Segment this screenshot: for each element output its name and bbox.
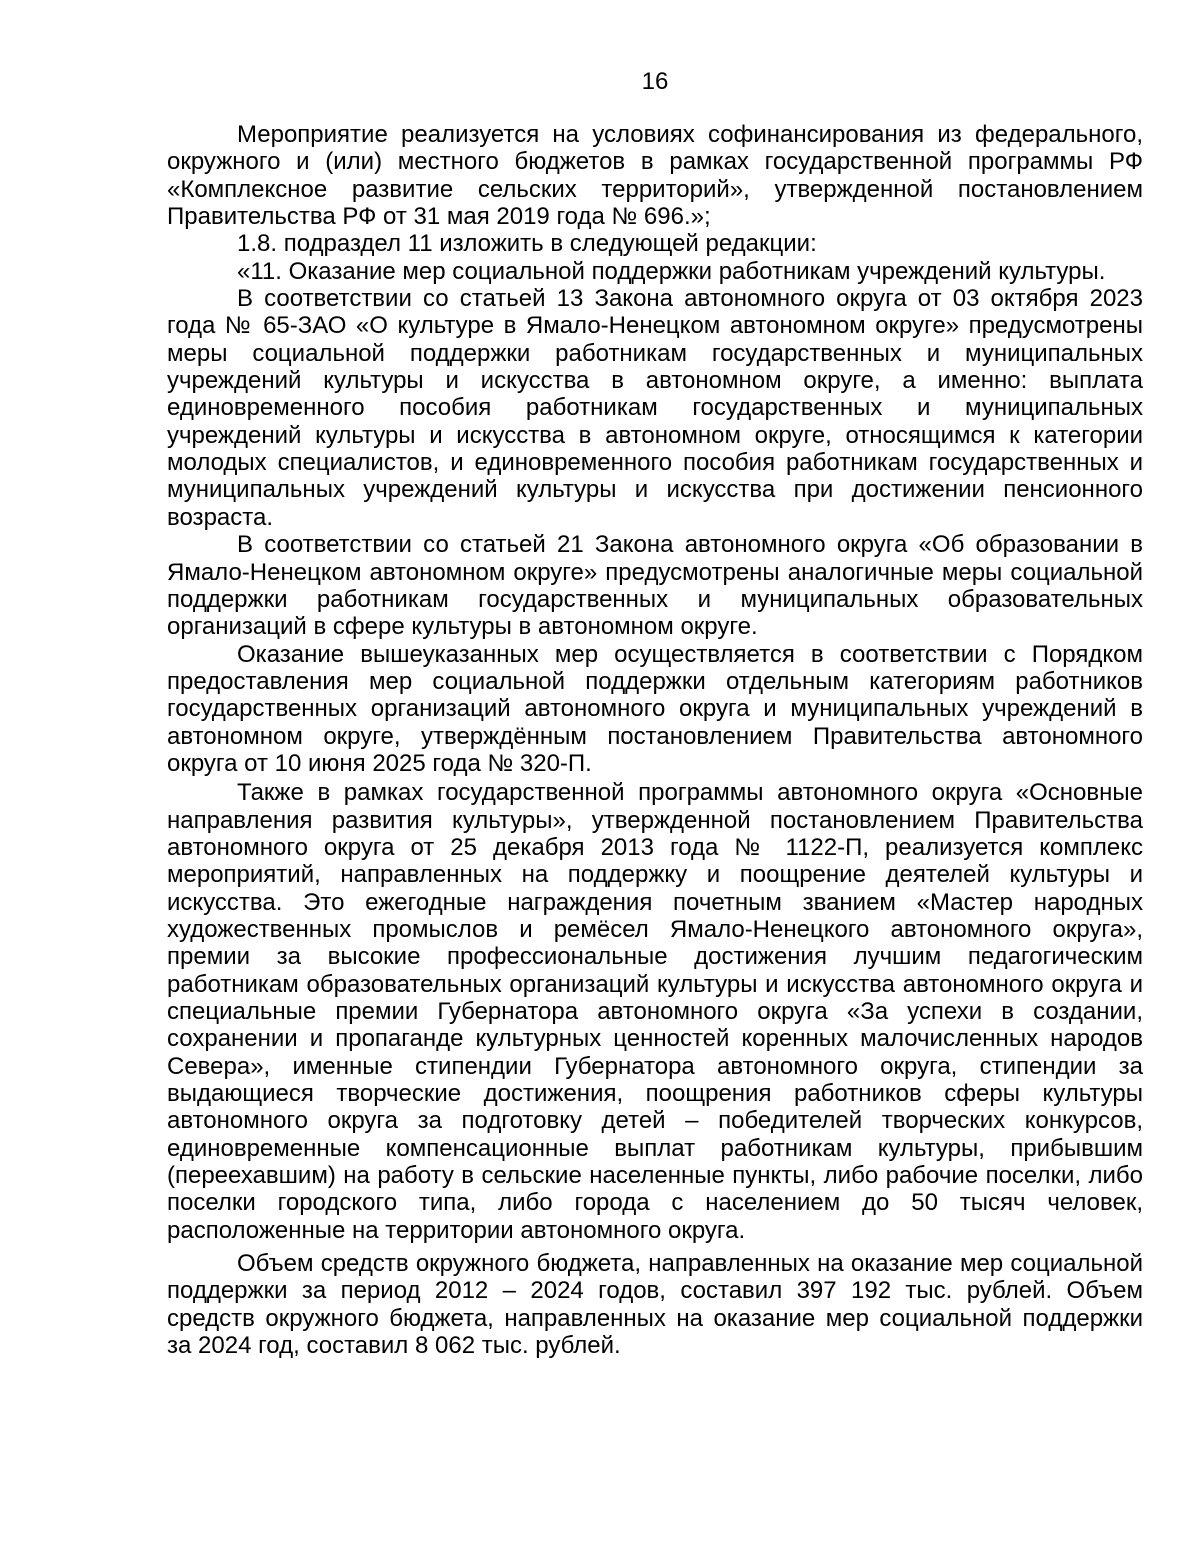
paragraph-subsection-11-heading: «11. Оказание мер социальной поддержки работникам учреждений культуры.: [237, 257, 1106, 285]
paragraph-state-program: Также в рамках государственной программы автономного округа «Основные направления развития культуры», утвержденной постановлением Правительства автономного округа от 25 декабря 2013 года № 1122-П, реализуется комплекс мероприятий, направленных на поддержку и поощрение деятелей культуры и искусства. Это ежегодные награждения почетным званием «Мастер народных художественных промыслов и ремёсел Ямало-Ненецкого автономного округа», премии за высокие профессиональные достижения лучшим педагогическим работникам образовательных организаций культуры и искусства автономного округа и специальные премии Губернатора автономного округа «За успехи в создании, сохранении и пропаганде культурных ценностей коренных малочисленных народов Севера», именные стипендии Губернатора автономного округа, стипендии за выдающиеся творческие достижения, поощрения работников сферы культуры автономного округа за подготовку детей – победителей творческих конкурсов, единовременные компенсационные выплат работникам культуры, прибывшим (переехавшим) на работу в сельские населенные пункты, либо рабочие поселки, либо поселки городского типа, либо города с населением до 50 тысяч человек, расположенные на территории автономного округа.: [167, 779, 1143, 1244]
page-number: 16: [641, 68, 669, 95]
paragraph-budget-volume: Объем средств окружного бюджета, направленных на оказание мер социальной поддержки за период 2012 – 2024 годов, составил 397 192 тыс. рублей. Объем средств окружного бюджета, направленных на оказание мер социальной поддержки за 2024 год, составил 8 062 тыс. рублей.: [167, 1250, 1143, 1360]
paragraph-procedure: Оказание вышеуказанных мер осуществляется в соответствии с Порядком предоставления мер социальной поддержки отдельным категориям работников государственных организаций автономного округа и муниципальных учреждений в автономном округе, утверждённым постановлением Правительства автономного округа от 10 июня 2025 года № 320-П.: [167, 640, 1143, 777]
paragraph-culture-law: В соответствии со статьей 13 Закона автономного округа от 03 октября 2023 года № 65-ЗАО «О культуре в Ямало-Ненецком автономном округе» предусмотрены меры социальной поддержки работникам государственных и муниципальных учреждений культуры и искусства в автономном округе, а именно: выплата единовременного пособия работникам государственных и муниципальных учреждений культуры и искусства в автономном округе, относящимся к категории молодых специалистов, и единовременного пособия работникам государственных и муниципальных учреждений культуры и искусства при достижении пенсионного возраста.: [167, 285, 1143, 531]
paragraph-education-law: В соответствии со статьей 21 Закона автономного округа «Об образовании в Ямало-Ненецком автономном округе» предусмотрены аналогичные меры социальной поддержки работникам государственных и муниципальных образовательных организаций в сфере культуры в автономном округе.: [167, 531, 1143, 641]
paragraph-item-1-8: 1.8. подраздел 11 изложить в следующей редакции:: [237, 230, 817, 258]
paragraph-cofinancing: Мероприятие реализуется на условиях софинансирования из федерального, окружного и (или) местного бюджетов в рамках государственной программы РФ «Комплексное развитие сельских территорий», утвержденной постановлением Правительства РФ от 31 мая 2019 года № 696.»;: [167, 121, 1143, 231]
document-body: [167, 121, 1143, 1359]
